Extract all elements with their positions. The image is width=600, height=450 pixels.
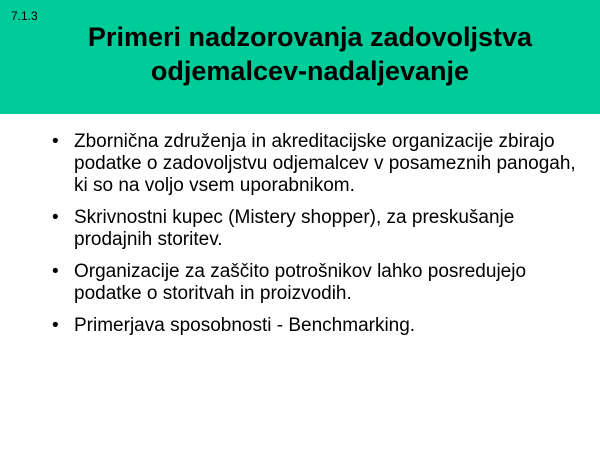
slide-title bbox=[20, 20, 600, 88]
bullet-item bbox=[52, 131, 582, 197]
bullet-text: Primerjava sposobnosti - Benchmarking. bbox=[74, 315, 416, 336]
bullet-dot: • bbox=[52, 315, 59, 336]
slide-title-line-2: odjemalcev-nadaljevanje bbox=[150, 56, 470, 86]
bullet-text: Zbornična združenja in akreditacijske organizacije zbirajo podatke o zadovoljstvu odjemalcev v posameznih panogah, ki so na voljo vsem uporabnikom. bbox=[74, 131, 576, 196]
bullet-list bbox=[52, 131, 582, 347]
bullet-dot: • bbox=[52, 131, 59, 152]
bullet-text: Skrivnostni kupec (Mistery shopper), za preskušanje prodajnih storitev. bbox=[74, 207, 515, 250]
bullet-item bbox=[52, 207, 582, 251]
title-banner bbox=[0, 0, 600, 114]
bullet-text: Organizacije za zaščito potrošnikov lahko posredujejo podatke o storitvah in proizvodih. bbox=[74, 261, 527, 304]
bullet-item bbox=[52, 261, 582, 305]
slide-title-line-1: Primeri nadzorovanja zadovoljstva bbox=[87, 22, 533, 52]
bullet-item bbox=[52, 315, 582, 337]
slide-number: 7.1.3 bbox=[11, 9, 38, 23]
bullet-dot: • bbox=[52, 207, 59, 228]
bullet-dot: • bbox=[52, 261, 59, 282]
